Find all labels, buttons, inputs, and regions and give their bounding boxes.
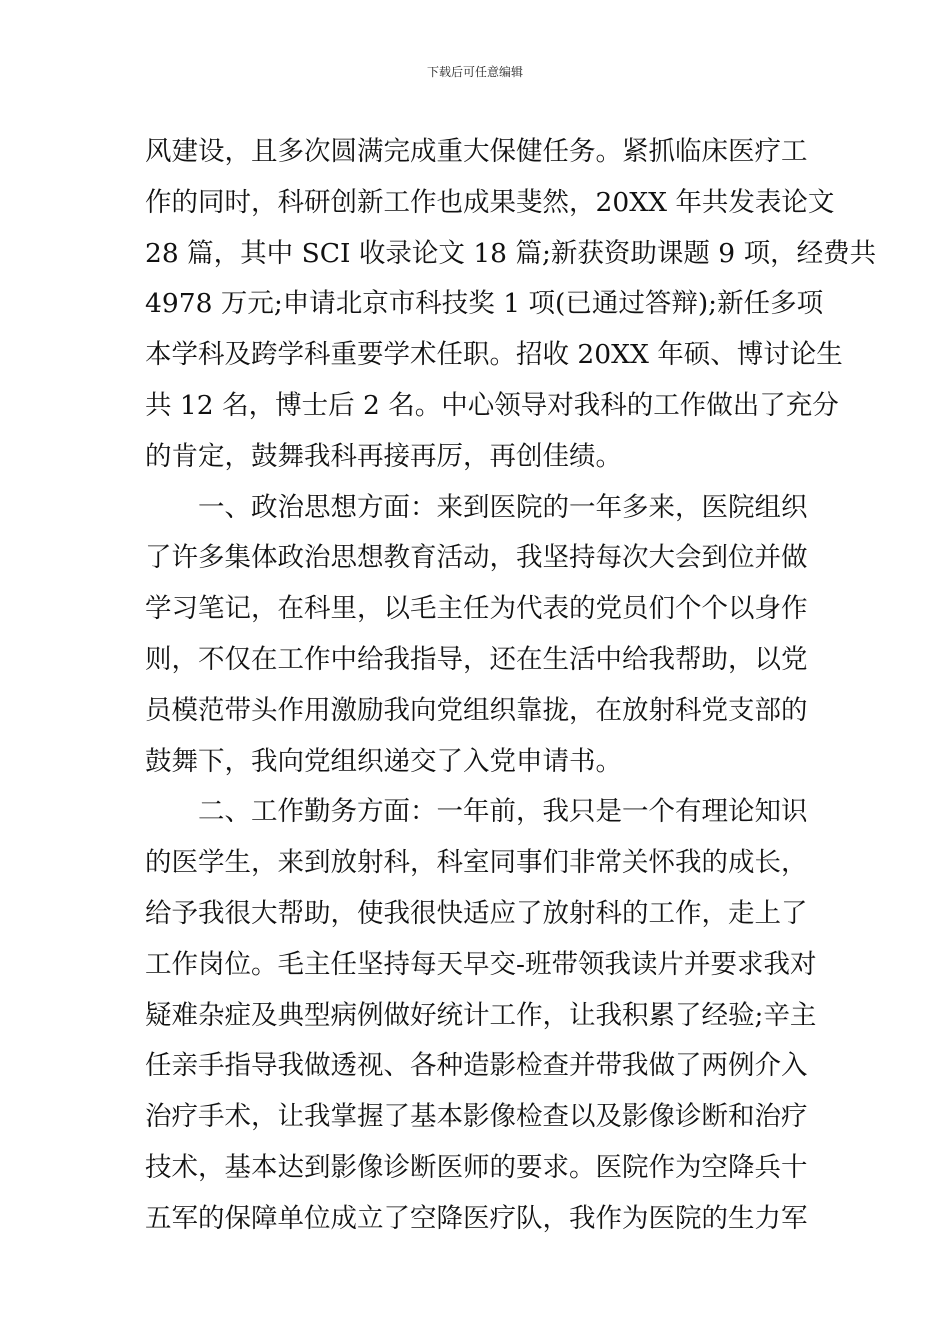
text-line: 学习笔记，在科里，以毛主任为代表的党员们个个以身作 [145,593,808,625]
text-line: 28 篇，其中 SCI 收录论文 18 篇;新获资助课题 9 项，经费共 [145,237,877,269]
text-line: 二、工作勤务方面：一年前，我只是一个有理论知识 [145,796,808,828]
text-line: 共 12 名，博士后 2 名。中心领导对我科的工作做出了充分 [145,389,839,421]
text-line: 治疗手术，让我掌握了基本影像检查以及影像诊断和治疗 [145,1101,808,1133]
text-line: 工作岗位。毛主任坚持每天早交-班带领我读片并要求我对 [145,948,817,980]
text-line: 技术，基本达到影像诊断医师的要求。医院作为空降兵十 [145,1151,808,1183]
text-line: 了许多集体政治思想教育活动，我坚持每次大会到位并做 [145,542,808,574]
text-line: 一、政治思想方面：来到医院的一年多来，医院组织 [145,491,808,523]
text-line: 任亲手指导我做透视、各种造影检查并带我做了两例介入 [145,1050,808,1082]
text-line: 疑难杂症及典型病例做好统计工作，让我积累了经验;辛主 [145,999,817,1031]
text-line: 五军的保障单位成立了空降医疗队，我作为医院的生力军 [145,1202,808,1234]
text-line: 则，不仅在工作中给我指导，还在生活中给我帮助，以党 [145,643,808,675]
document-body [145,127,877,1245]
text-line: 鼓舞下，我向党组织递交了入党申请书。 [145,745,622,777]
text-line: 的医学生，来到放射科，科室同事们非常关怀我的成长， [145,847,808,879]
text-line: 作的同时，科研创新工作也成果斐然，20XX 年共发表论文 [145,186,835,218]
text-line: 本学科及跨学科重要学术任职。招收 20XX 年硕、博讨论生 [145,339,843,371]
text-line: 的肯定，鼓舞我科再接再厉，再创佳绩。 [145,440,622,472]
page-header: 下载后可任意编辑 [426,65,523,79]
text-line: 给予我很大帮助，使我很快适应了放射科的工作，走上了 [145,897,808,929]
text-line: 风建设，且多次圆满完成重大保健任务。紧抓临床医疗工 [145,136,808,167]
text-line: 4978 万元;申请北京市科技奖 1 项(已通过答辩);新任多项 [145,288,824,320]
text-line: 员模范带头作用激励我向党组织靠拢，在放射科党支部的 [145,694,808,726]
